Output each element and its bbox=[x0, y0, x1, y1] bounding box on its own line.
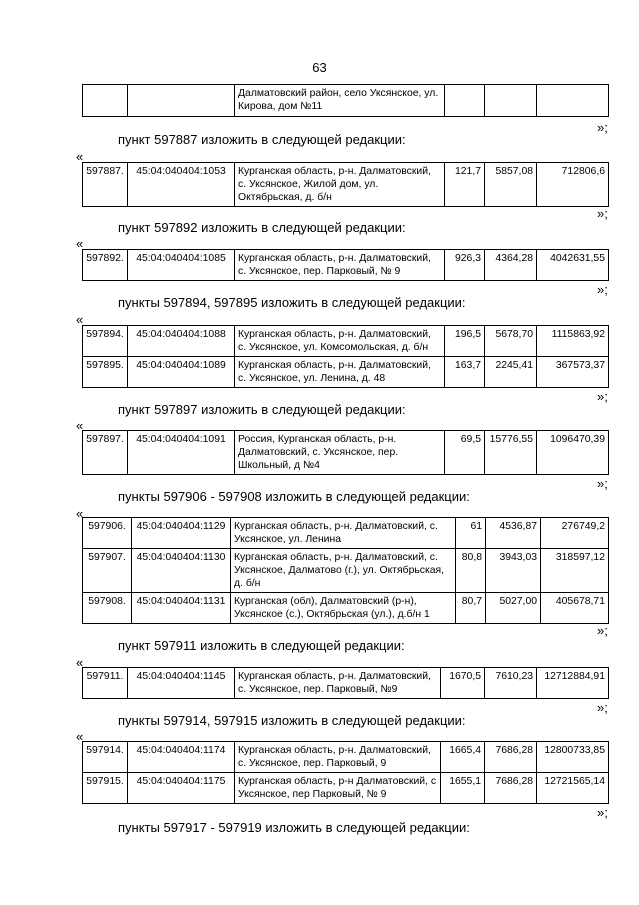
cell-address: Курганская область, р-н. Далматовский, с. Уксянское, Далматово (г.), ул. Октябрьская, д. б/н bbox=[231, 549, 456, 593]
amendment-table bbox=[82, 667, 609, 699]
cell-area: 61 bbox=[456, 518, 486, 549]
cell-price: 7610,23 bbox=[485, 668, 537, 699]
cell-price: 4536,87 bbox=[486, 518, 541, 549]
cell-total: 712806,6 bbox=[537, 163, 609, 207]
cell-address: Курганская область, р-н. Далматовский, с. Уксянское, пер. Парковый, № 9 bbox=[235, 250, 445, 281]
cell-item-number: 597895. bbox=[83, 357, 128, 388]
cell-area: 80,7 bbox=[456, 593, 486, 624]
section-heading: пункты 597917 - 597919 изложить в следующей редакции: bbox=[118, 820, 470, 835]
cell-address: Курганская область, р-н Далматовский, с Уксянское, пер Парковый, № 9 bbox=[235, 773, 441, 804]
amendment-table bbox=[82, 517, 609, 624]
opening-quote: « bbox=[76, 236, 84, 251]
cell-item-number: 597906. bbox=[83, 518, 132, 549]
cell-address: Курганская область, р-н. Далматовский, с. Уксянское, ул. Ленина, д. 48 bbox=[235, 357, 445, 388]
cell-empty bbox=[537, 85, 609, 117]
cell-total: 276749,2 bbox=[541, 518, 609, 549]
cell-area: 80,8 bbox=[456, 549, 486, 593]
closing-quote: »; bbox=[597, 389, 608, 404]
opening-quote: « bbox=[76, 149, 84, 164]
cell-cadastral: 45:04:040404:1129 bbox=[132, 518, 231, 549]
cell-area: 69,5 bbox=[445, 431, 485, 475]
section-heading: пункт 597887 изложить в следующей редакции: bbox=[118, 132, 406, 147]
cell-price: 5678,70 bbox=[485, 326, 537, 357]
cell-cadastral: 45:04:040404:1085 bbox=[128, 250, 235, 281]
cell-price: 2245,41 bbox=[485, 357, 537, 388]
closing-quote: »; bbox=[597, 700, 608, 715]
cell-item-number: 597892. bbox=[83, 250, 128, 281]
cell-cadastral: 45:04:040404:1131 bbox=[132, 593, 231, 624]
cell-cadastral: 45:04:040404:1130 bbox=[132, 549, 231, 593]
table-row bbox=[83, 326, 609, 357]
section-heading: пункты 597894, 597895 изложить в следующей редакции: bbox=[118, 295, 466, 310]
section-heading: пункт 597892 изложить в следующей редакции: bbox=[118, 220, 406, 235]
cell-item-number: 597915. bbox=[83, 773, 128, 804]
cell-area: 121,7 bbox=[445, 163, 485, 207]
section-heading: пункты 597906 - 597908 изложить в следующей редакции: bbox=[118, 489, 470, 504]
cell-total: 12800733,85 bbox=[537, 742, 609, 773]
cell-area: 1655,1 bbox=[441, 773, 485, 804]
cell-address: Далматовский район, село Уксянское, ул. Кирова, дом №11 bbox=[235, 85, 445, 117]
opening-quote: « bbox=[76, 418, 84, 433]
closing-quote: »; bbox=[597, 476, 608, 491]
opening-quote: « bbox=[76, 312, 84, 327]
cell-cadastral: 45:04:040404:1089 bbox=[128, 357, 235, 388]
cell-item-number: 597907. bbox=[83, 549, 132, 593]
cell-item-number: 597897. bbox=[83, 431, 128, 475]
closing-quote: »; bbox=[597, 120, 608, 135]
page-number: 63 bbox=[312, 60, 327, 75]
section-heading: пункт 597897 изложить в следующей редакции: bbox=[118, 402, 406, 417]
cell-cadastral: 45:04:040404:1175 bbox=[128, 773, 235, 804]
table-row bbox=[83, 250, 609, 281]
cell-price: 7686,28 bbox=[485, 773, 537, 804]
cell-total: 318597,12 bbox=[541, 549, 609, 593]
cell-area: 163,7 bbox=[445, 357, 485, 388]
top-fragment-table bbox=[82, 84, 609, 117]
cell-total: 1096470,39 bbox=[537, 431, 609, 475]
cell-area: 1670,5 bbox=[441, 668, 485, 699]
cell-empty bbox=[83, 85, 128, 117]
cell-empty bbox=[445, 85, 485, 117]
cell-address: Курганская (обл), Далматовский (р-н), Уксянское (с.), Октябрьская (ул.), д.б/н 1 bbox=[231, 593, 456, 624]
cell-price: 3943,03 bbox=[486, 549, 541, 593]
cell-total: 12712884,91 bbox=[537, 668, 609, 699]
cell-item-number: 597894. bbox=[83, 326, 128, 357]
cell-cadastral: 45:04:040404:1053 bbox=[128, 163, 235, 207]
cell-address: Россия, Курганская область, р-н. Далматовский, с. Уксянское, пер. Школьный, д №4 bbox=[235, 431, 445, 475]
amendment-table bbox=[82, 162, 609, 207]
amendment-table bbox=[82, 430, 609, 475]
cell-price: 4364,28 bbox=[485, 250, 537, 281]
cell-total: 4042631,55 bbox=[537, 250, 609, 281]
cell-address: Курганская область, р-н. Далматовский, с. Уксянское, Жилой дом, ул. Октябрьская, д. б/н bbox=[235, 163, 445, 207]
opening-quote: « bbox=[76, 506, 84, 521]
cell-address: Курганская область, р-н. Далматовский, с. Уксянское, ул. Комсомольская, д. б/н bbox=[235, 326, 445, 357]
closing-quote: »; bbox=[597, 805, 608, 820]
table-row bbox=[83, 518, 609, 549]
cell-item-number: 597911. bbox=[83, 668, 128, 699]
cell-cadastral: 45:04:040404:1091 bbox=[128, 431, 235, 475]
cell-item-number: 597908. bbox=[83, 593, 132, 624]
cell-item-number: 597914. bbox=[83, 742, 128, 773]
cell-address: Курганская область, р-н. Далматовский, с. Уксянское, пер. Парковый, 9 bbox=[235, 742, 441, 773]
cell-area: 196,5 bbox=[445, 326, 485, 357]
cell-item-number: 597887. bbox=[83, 163, 128, 207]
table-row bbox=[83, 357, 609, 388]
table-row bbox=[83, 742, 609, 773]
table-row bbox=[83, 593, 609, 624]
cell-area: 1665,4 bbox=[441, 742, 485, 773]
table-row bbox=[83, 549, 609, 593]
cell-cadastral: 45:04:040404:1145 bbox=[128, 668, 235, 699]
cell-price: 5027,00 bbox=[486, 593, 541, 624]
cell-cadastral: 45:04:040404:1174 bbox=[128, 742, 235, 773]
cell-cadastral: 45:04:040404:1088 bbox=[128, 326, 235, 357]
cell-price: 7686,28 bbox=[485, 742, 537, 773]
opening-quote: « bbox=[76, 655, 84, 670]
section-heading: пункты 597914, 597915 изложить в следующей редакции: bbox=[118, 713, 466, 728]
cell-price: 5857,08 bbox=[485, 163, 537, 207]
cell-total: 367573,37 bbox=[537, 357, 609, 388]
closing-quote: »; bbox=[597, 206, 608, 221]
table-row bbox=[83, 773, 609, 804]
cell-area: 926,3 bbox=[445, 250, 485, 281]
cell-total: 12721565,14 bbox=[537, 773, 609, 804]
cell-empty bbox=[485, 85, 537, 117]
cell-price: 15776,55 bbox=[485, 431, 537, 475]
closing-quote: »; bbox=[597, 623, 608, 638]
table-row bbox=[83, 163, 609, 207]
table-row bbox=[83, 668, 609, 699]
section-heading: пункт 597911 изложить в следующей редакции: bbox=[118, 638, 405, 653]
closing-quote: »; bbox=[597, 282, 608, 297]
opening-quote: « bbox=[76, 729, 84, 744]
amendment-table bbox=[82, 741, 609, 804]
cell-total: 405678,71 bbox=[541, 593, 609, 624]
amendment-table bbox=[82, 325, 609, 388]
cell-total: 1115863,92 bbox=[537, 326, 609, 357]
table-row bbox=[83, 431, 609, 475]
amendment-table bbox=[82, 249, 609, 281]
cell-address: Курганская область, р-н. Далматовский, с. Уксянское, пер. Парковый, №9 bbox=[235, 668, 441, 699]
table-row bbox=[83, 85, 609, 117]
cell-address: Курганская область, р-н. Далматовский, с. Уксянское, ул. Ленина bbox=[231, 518, 456, 549]
cell-empty bbox=[128, 85, 235, 117]
